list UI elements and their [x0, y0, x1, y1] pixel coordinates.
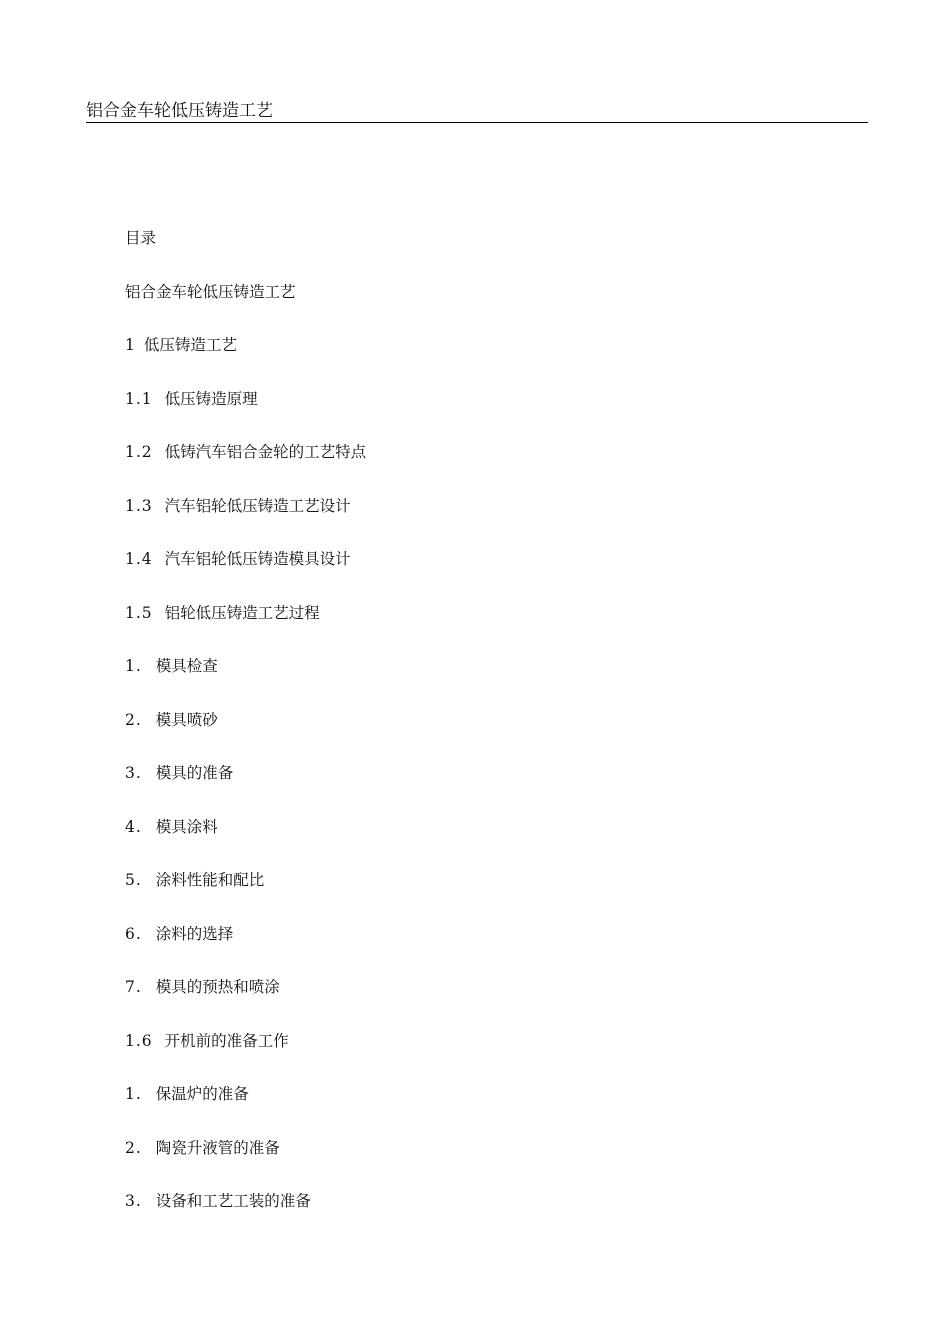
toc-item-text: 开机前的准备工作: [164, 1031, 289, 1050]
toc-item-number: 4.: [125, 817, 142, 836]
toc-item-number: 1.: [125, 657, 142, 675]
toc-item[interactable]: [125, 282, 825, 336]
toc-item-text: 模具的准备: [155, 764, 234, 782]
toc-item[interactable]: [125, 496, 825, 550]
toc-item[interactable]: [125, 870, 825, 924]
toc-item[interactable]: [125, 549, 825, 603]
toc-item[interactable]: [125, 1084, 825, 1138]
toc-item-number: 7.: [125, 978, 142, 996]
toc-item-number: 1.5: [125, 603, 153, 622]
toc-item[interactable]: [125, 924, 825, 978]
table-of-contents: [125, 228, 825, 1245]
toc-item-number: 1.4: [125, 550, 153, 568]
toc-item-text: 低压铸造原理: [164, 389, 258, 408]
toc-item-text: 陶瓷升液管的准备: [155, 1138, 280, 1157]
toc-item-number: 1: [125, 336, 136, 354]
toc-item-text: 低压铸造工艺: [143, 336, 237, 354]
toc-item-number: 5.: [125, 871, 142, 889]
toc-item-text: 低铸汽车铝合金轮的工艺特点: [164, 443, 367, 461]
toc-item-text: 涂料的选择: [155, 924, 234, 943]
header-title: 铝合金车轮低压铸造工艺: [86, 101, 273, 121]
toc-item[interactable]: [125, 1191, 825, 1245]
toc-item-number: 6.: [125, 924, 142, 943]
toc-item[interactable]: [125, 335, 825, 389]
toc-item-number: 2.: [125, 710, 142, 729]
toc-item[interactable]: [125, 389, 825, 443]
toc-item-text: 汽车铝轮低压铸造模具设计: [164, 550, 351, 568]
toc-item-number: 1.3: [125, 496, 153, 515]
toc-item-text: 模具喷砂: [155, 710, 218, 729]
toc-item-text: 汽车铝轮低压铸造工艺设计: [164, 496, 351, 515]
toc-item-text: 模具涂料: [155, 817, 218, 836]
toc-heading: 目录: [125, 229, 157, 247]
toc-item-text: 模具的预热和喷涂: [155, 978, 280, 996]
toc-item[interactable]: [125, 763, 825, 817]
toc-item-number: 3.: [125, 764, 142, 782]
toc-item-number: 1.: [125, 1085, 142, 1103]
toc-item-text: 涂料性能和配比: [155, 871, 265, 889]
toc-item[interactable]: [125, 1138, 825, 1192]
toc-item-number: 1.6: [125, 1031, 153, 1050]
toc-item-text: 设备和工艺工装的准备: [155, 1192, 311, 1210]
toc-item[interactable]: [125, 1031, 825, 1085]
toc-item-text: 模具检查: [155, 657, 218, 675]
page-header: [86, 100, 868, 123]
toc-item[interactable]: [125, 817, 825, 871]
toc-item[interactable]: [125, 442, 825, 496]
toc-item[interactable]: [125, 710, 825, 764]
toc-item-number: 1.1: [125, 389, 153, 408]
toc-item[interactable]: [125, 656, 825, 710]
toc-item-number: 2.: [125, 1138, 142, 1157]
toc-item-number: 3.: [125, 1192, 142, 1210]
toc-item[interactable]: [125, 977, 825, 1031]
toc-item-text: 保温炉的准备: [155, 1085, 249, 1103]
toc-item-text: 铝轮低压铸造工艺过程: [164, 603, 320, 622]
toc-item-number: 1.2: [125, 443, 153, 461]
toc-item[interactable]: [125, 603, 825, 657]
toc-item-text: 铝合金车轮低压铸造工艺: [125, 282, 296, 301]
